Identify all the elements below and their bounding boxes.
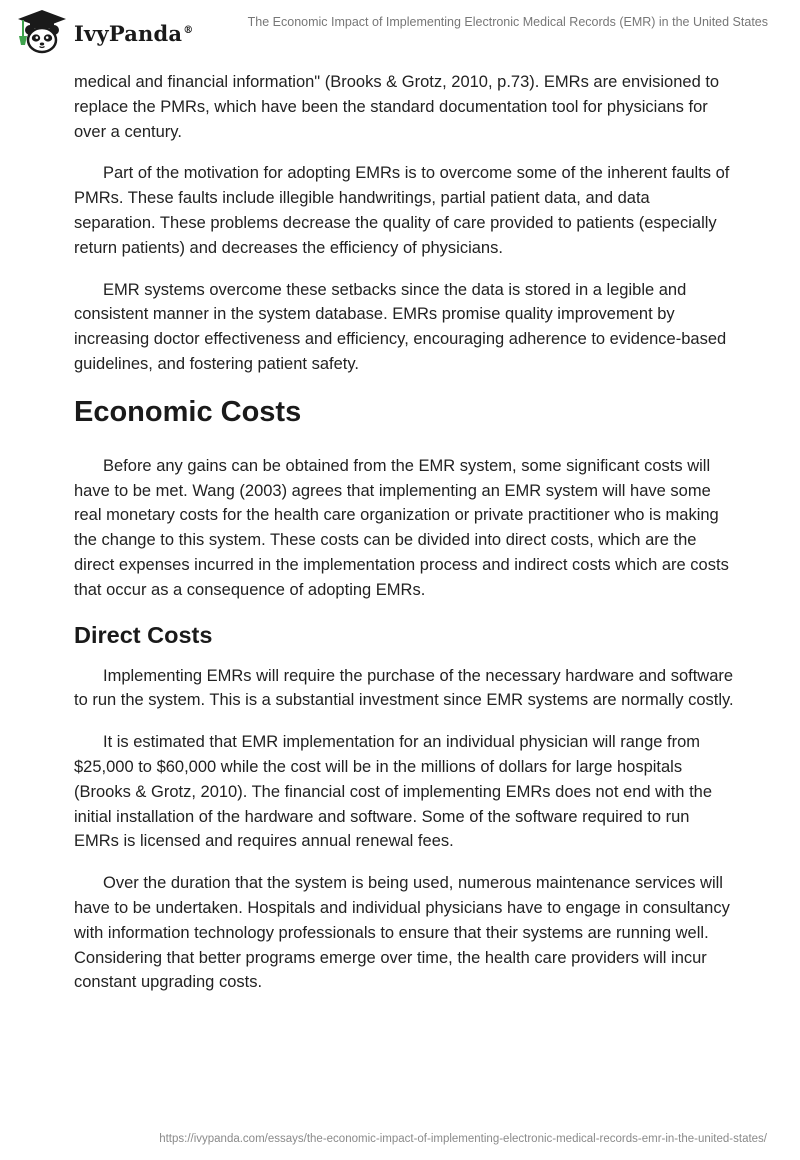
paragraph-7: Over the duration that the system is being used, numerous maintenance services will have to be undertaken. Hospitals and individual physicians have to engage in consultancy with information technology professionals to ensure that their systems are running well. Considering that better programs emerge over time, the health care providers will incur constant upgrading costs. <box>74 874 730 992</box>
registered-mark: ® <box>183 24 194 36</box>
paragraph-5: Implementing EMRs will require the purchase of the necessary hardware and software to run the system. This is a substantial investment since EMR systems are normally costly. <box>74 666 734 710</box>
paragraph-6: It is estimated that EMR implementation for an individual physician will range from $25,000 to $60,000 while the cost will be in the millions of dollars for large hospitals (Brooks & Grotz, 2010). The financial cost of implementing EMRs does not end with the initial installation of the hardware and software. Some of the software required to run EMRs is licensed and requires annual renewal fees. <box>74 733 713 851</box>
document-body <box>74 70 734 1012</box>
paragraph-1: medical and financial information" (Brooks & Grotz, 2010, p.73). EMRs are envisioned to replace the PMRs, which have been the standard documentation tool for physicians for over a century. <box>74 73 720 141</box>
section-heading-economic-costs: Economic Costs <box>74 395 302 428</box>
page-header <box>0 0 800 60</box>
panda-graduate-icon <box>14 8 70 56</box>
document-header-title: The Economic Impact of Implementing Electronic Medical Records (EMR) in the United States <box>247 15 768 29</box>
paragraph-3: EMR systems overcome these setbacks since the data is stored in a legible and consistent manner in the system database. EMRs promise quality improvement by increasing doctor effectiveness and efficiency, encouraging adherence to evidence-based guidelines, and fostering patient safety. <box>74 280 727 373</box>
source-url[interactable]: https://ivypanda.com/essays/the-economic-impact-of-implementing-electronic-medical-records-emr-in-the-united-states/ <box>159 1133 767 1145</box>
section-heading-direct-costs: Direct Costs <box>74 621 213 648</box>
paragraph-4: Before any gains can be obtained from the EMR system, some significant costs will have to be met. Wang (2003) agrees that implementing an EMR system will have some real monetary costs for the health care organization or private practitioner who is making the change to this system. These costs can be divided into direct costs, which are the direct expenses incurred in the implementation process and indirect costs which are costs that occur as a consequence of adopting EMRs. <box>74 456 729 599</box>
paragraph-2: Part of the motivation for adopting EMRs is to overcome some of the inherent faults of PMRs. These faults include illegible handwritings, partial patient data, and data separation. These problems decrease the quality of care provided to patients (especially return patients) and decreases the efficiency of physicians. <box>74 164 730 257</box>
logo[interactable] <box>14 8 193 56</box>
logo-text: IvyPanda® <box>74 20 194 46</box>
